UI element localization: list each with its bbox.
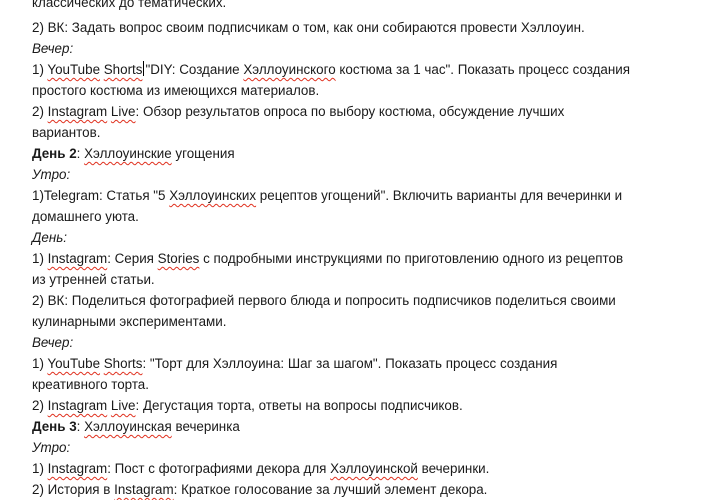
text-line: классических до тематических.: [32, 0, 227, 10]
text-line: Утро:: [32, 440, 71, 455]
text-line: из утренней статьи.: [32, 272, 155, 287]
text-run: угощения: [171, 146, 235, 161]
spellcheck-word: Stories: [157, 251, 200, 266]
text-line: простого костюма из имеющихся материалов.: [32, 83, 320, 98]
text-run: 1): [32, 461, 48, 476]
spellcheck-word: Хэллоуинского: [243, 62, 336, 77]
text-run: вечеринки.: [417, 461, 490, 476]
spellcheck-word: Shorts: [103, 62, 143, 77]
text-run: : Серия: [107, 251, 158, 266]
text-run: с подробными инструкциями по приготовлению одного из рецептов: [199, 251, 624, 266]
bold-text: День 3: [32, 419, 77, 434]
spellcheck-word: Instagram: [47, 398, 108, 413]
text-run: вечеринка: [171, 419, 240, 434]
text-run: 1): [32, 251, 48, 266]
text-run: "DIY: Создание: [145, 62, 244, 77]
text-line: [32, 417, 708, 437]
text-line: День:: [32, 230, 68, 245]
text-line: [32, 354, 708, 374]
text-run: рецептов угощений". Включить варианты для вечеринки и: [256, 188, 623, 203]
text-line: [32, 186, 708, 206]
text-line: [32, 459, 708, 479]
text-run: 2): [32, 398, 48, 413]
text-run: 1): [32, 62, 48, 77]
text-line: [32, 396, 708, 416]
text-line: Утро:: [32, 167, 71, 182]
text-run: : Краткое голосование за лучший элемент декора.: [173, 482, 488, 497]
text-line: [32, 480, 708, 500]
text-line: 2) ВК: Задать вопрос своим подписчикам о том, как они собираются провести Хэллоуин.: [32, 20, 585, 35]
spellcheck-word: Instagram: [47, 461, 108, 476]
text-line: домашнего уюта.: [32, 209, 139, 224]
text-line: креативного торта.: [32, 377, 149, 392]
spellcheck-word: Хэллоуинской: [330, 461, 418, 476]
text-run: : Обзор результатов опроса по выбору костюма, обсуждение лучших: [135, 104, 565, 119]
text-run: 2) История в: [32, 482, 115, 497]
spellcheck-word: Live: [110, 398, 136, 413]
text-line: [32, 144, 708, 164]
text-line: [32, 60, 708, 80]
spellcheck-word: YouTube: [47, 356, 101, 371]
text-line: Вечер:: [32, 41, 74, 56]
spellcheck-word: Instagram: [114, 482, 174, 497]
text-run: : "Торт для Хэллоуина: Шаг за шагом". Показать процесс создания: [142, 356, 558, 371]
text-line: 2) ВК: Поделиться фотографией первого блюда и попросить подписчиков поделиться своими: [32, 293, 616, 308]
text-run: 1)Telegram: Статья "5: [32, 188, 170, 203]
text-run: :: [76, 419, 85, 434]
text-run: : Пост с фотографиями декора для: [107, 461, 331, 476]
spellcheck-word: Shorts: [103, 356, 143, 371]
text-line: [32, 249, 708, 269]
text-run: : Дегустация торта, ответы на вопросы подписчиков.: [135, 398, 463, 413]
spellcheck-word: YouTube: [47, 62, 101, 77]
spellcheck-word: Хэллоуинская: [84, 419, 172, 434]
spellcheck-word: Хэллоуинских: [169, 188, 257, 203]
text-run: :: [76, 146, 85, 161]
spellcheck-word: Instagram: [47, 251, 108, 266]
text-line: [32, 102, 708, 122]
text-run: 2): [32, 104, 48, 119]
spellcheck-word: Instagram: [47, 104, 108, 119]
spellcheck-word: Хэллоуинские: [84, 146, 172, 161]
text-line: кулинарными экспериментами.: [32, 314, 227, 329]
text-line: Вечер:: [32, 335, 74, 350]
text-line: вариантов.: [32, 125, 101, 140]
text-run: костюма за 1 час". Показать процесс создания: [335, 62, 630, 77]
bold-text: День 2: [32, 146, 77, 161]
spellcheck-word: Live: [110, 104, 136, 119]
text-run: 1): [32, 356, 48, 371]
